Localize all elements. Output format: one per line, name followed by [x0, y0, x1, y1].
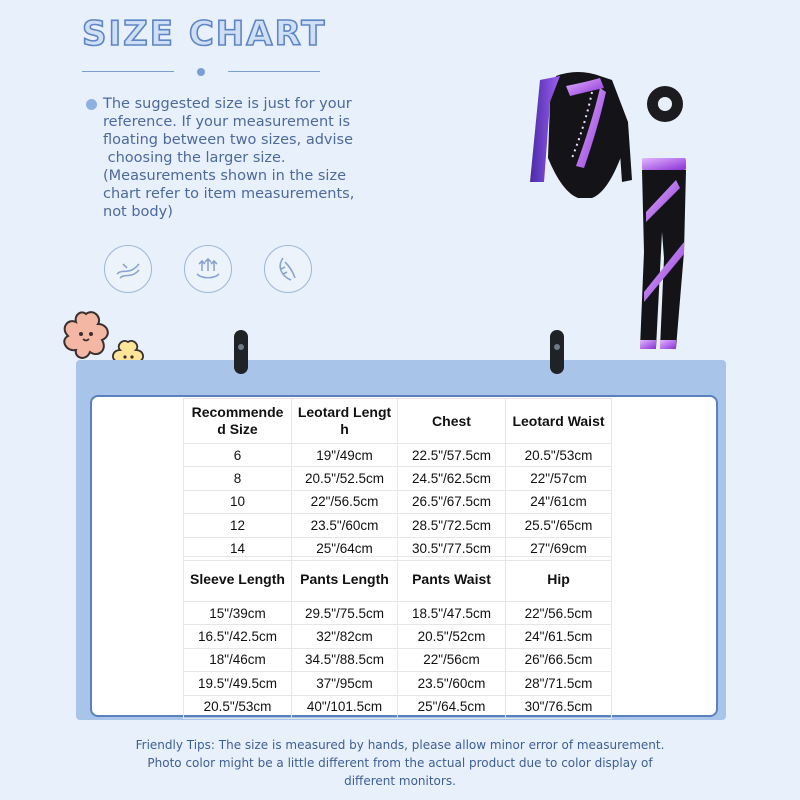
stretch-feather-icon: [264, 245, 312, 293]
table-cell: 22"/56cm: [398, 648, 506, 671]
product-image: [500, 62, 740, 362]
table-cell: 19.5"/49.5cm: [184, 672, 292, 695]
table-cell: 6: [184, 444, 292, 467]
header-leotard-waist: Leotard Waist: [506, 399, 612, 444]
table-header-row: [184, 557, 612, 602]
table-cell: 18"/46cm: [184, 648, 292, 671]
title-rule-right: [228, 71, 320, 72]
table-cell: 28.5"/72.5cm: [398, 514, 506, 537]
table-cell: 8: [184, 467, 292, 490]
table-cell: 28"/71.5cm: [506, 672, 612, 695]
table-cell: 20.5"/52.5cm: [292, 467, 398, 490]
table-cell: 24"/61cm: [506, 490, 612, 513]
pink-flower-icon: [58, 308, 114, 362]
table-row: [184, 467, 612, 490]
size-note: [86, 95, 426, 221]
table-row: [184, 490, 612, 513]
header-pants-length: Pants Length: [292, 557, 398, 602]
table-row: [184, 444, 612, 467]
table-cell: 20.5"/52cm: [398, 625, 506, 648]
board-clip-left: [234, 330, 248, 374]
title-rule-left: [82, 71, 174, 72]
note-bullet-icon: [86, 99, 97, 110]
header-chest: Chest: [398, 399, 506, 444]
table-cell: 16.5"/42.5cm: [184, 625, 292, 648]
table-cell: 12: [184, 514, 292, 537]
table-cell: 32"/82cm: [292, 625, 398, 648]
friendly-tips: Friendly Tips: The size is measured by hands, please allow minor error of measurement. Photo color might be a little different from the actual product due to color display of different monitors.: [135, 738, 665, 788]
table-cell: 25"/64cm: [292, 537, 398, 560]
header-pants-waist: Pants Waist: [398, 557, 506, 602]
table-cell: 22.5"/57.5cm: [398, 444, 506, 467]
table-cell: 37"/95cm: [292, 672, 398, 695]
table-cell: 22"/56.5cm: [292, 490, 398, 513]
table-cell: 22"/56.5cm: [506, 602, 612, 625]
size-note-text: The suggested size is just for your reference. If your measurement is floating between two sizes, advise choosing the larger size. (Measurements shown in the size chart refer to item measurements, not body): [103, 96, 355, 220]
table-cell: 10: [184, 490, 292, 513]
table-cell: 24.5"/62.5cm: [398, 467, 506, 490]
table-cell: 20.5"/53cm: [184, 695, 292, 718]
soft-fabric-icon: [104, 245, 152, 293]
board-clip-right: [550, 330, 564, 374]
table-row: [184, 514, 612, 537]
page-title: SIZE CHART: [82, 14, 327, 54]
header-sleeve-length: Sleeve Length: [184, 557, 292, 602]
table-cell: 26.5"/67.5cm: [398, 490, 506, 513]
pants-shape: [640, 158, 686, 349]
table-cell: 14: [184, 537, 292, 560]
header-hip: Hip: [506, 557, 612, 602]
table-cell: 15"/39cm: [184, 602, 292, 625]
table-cell: 23.5"/60cm: [292, 514, 398, 537]
size-table-bottom: [183, 556, 612, 719]
table-cell: 26"/66.5cm: [506, 648, 612, 671]
table-cell: 29.5"/75.5cm: [292, 602, 398, 625]
size-table-top: [183, 398, 612, 561]
table-cell: 22"/57cm: [506, 467, 612, 490]
table-row: [184, 695, 612, 718]
title-divider-dot: [197, 68, 205, 76]
table-row: [184, 602, 612, 625]
table-cell: 30.5"/77.5cm: [398, 537, 506, 560]
table-cell: 23.5"/60cm: [398, 672, 506, 695]
table-cell: 34.5"/88.5cm: [292, 648, 398, 671]
table-cell: 40"/101.5cm: [292, 695, 398, 718]
leotard-shape: [530, 72, 632, 198]
table-cell: 24"/61.5cm: [506, 625, 612, 648]
table-cell: 30"/76.5cm: [506, 695, 612, 718]
breathable-icon: [184, 245, 232, 293]
table-row: [184, 625, 612, 648]
table-cell: 18.5"/47.5cm: [398, 602, 506, 625]
table-cell: 27"/69cm: [506, 537, 612, 560]
table-cell: 19"/49cm: [292, 444, 398, 467]
table-cell: 25"/64.5cm: [398, 695, 506, 718]
table-cell: 25.5"/65cm: [506, 514, 612, 537]
table-header-row: [184, 399, 612, 444]
header-recommended-size: Recommende d Size: [184, 399, 292, 444]
table-row: [184, 648, 612, 671]
header-leotard-length: Leotard Lengt h: [292, 399, 398, 444]
table-cell: 20.5"/53cm: [506, 444, 612, 467]
scrunchie-shape: [647, 86, 683, 122]
table-row: [184, 672, 612, 695]
